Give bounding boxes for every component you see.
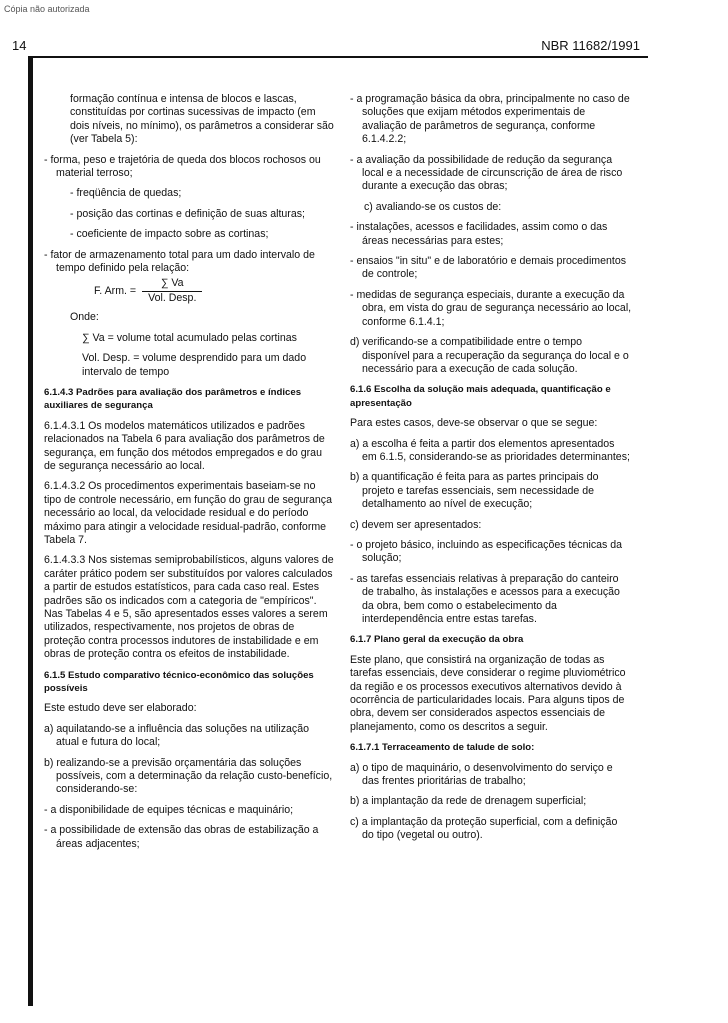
- section-heading: 6.1.7 Plano geral da execução da obra: [350, 634, 524, 646]
- list-item: c) a implantação da proteção superficial, com a definição do tipo (vegetal ou outro).: [350, 815, 618, 842]
- list-item: a) aquilatando-se a influência das soluções na utilização atual e futura do local;: [44, 722, 310, 749]
- left-column: [44, 93, 334, 858]
- list-item: - as tarefas essenciais relativas à preparação do canteiro de trabalho, às instalações e acessos para a execução da obra, bem como o estabelecimento da interdependência entre estas tarefas.: [350, 572, 620, 625]
- formula-fraction: [142, 277, 202, 305]
- list-item: - ensaios "in situ" e de laboratório e demais procedimentos de controle;: [350, 255, 627, 281]
- page-number: 14: [12, 38, 27, 53]
- list-item: a) a escolha é feita a partir dos elementos apresentados em 6.1.5, considerando-se as prioridades determinantes;: [350, 437, 630, 463]
- section-heading: 6.1.7.1 Terraceamento de talude de solo:: [350, 742, 535, 754]
- watermark: Cópia não autorizada: [4, 4, 90, 14]
- where-label: Onde:: [70, 311, 99, 324]
- list-item: a) o tipo de maquinário, o desenvolvimento do serviço e das frentes prioritárias de trabalho;: [350, 761, 613, 788]
- definition: ∑ Va = volume total acumulado pelas cortinas: [82, 331, 297, 344]
- list-item: - freqüência de quedas;: [70, 187, 182, 200]
- list-item: - a avaliação da possibilidade de redução da segurança local e a necessidade de circunscrição de área de risco durante a execução das obras;: [350, 153, 623, 193]
- standard-code: NBR 11682/1991: [541, 38, 640, 53]
- list-item: - coeficiente de impacto sobre as cortinas;: [70, 228, 269, 241]
- list-item: d) verificando-se a compatibilidade entre o tempo disponível para a recuperação da segurança do local e o necessário para a execução de cada solução.: [350, 336, 629, 375]
- list-item: - a possibilidade de extensão das obras de estabilização a áreas adjacentes;: [44, 824, 319, 850]
- paragraph: Para estes casos, deve-se observar o que se segue:: [350, 417, 598, 430]
- section-heading: 6.1.5 Estudo comparativo técnico-econômico das soluções possíveis: [44, 669, 314, 695]
- formula: [44, 277, 334, 305]
- section-heading: 6.1.6 Escolha da solução mais adequada, quantificação e apresentação: [350, 384, 611, 409]
- paragraph: 6.1.4.3.3 Nos sistemas semiprobabilísticos, alguns valores de caráter prático podem ser substituídos por valores calculados a partir de estudos estatísticos, para cada caso real. Estes padrões são os indicados com a categoria de "empíricos". Nas Tabelas 4 e 5, são apresentados esses valores a serem utilizados, respectivamente, nos projetos de obras de proteção contra processos indutores de instabilidade e em obras de proteção contra os efeitos de instabilidade.: [44, 554, 334, 661]
- paragraph: formação contínua e intensa de blocos e lascas, constituídas por cortinas sucessivas de impacto (em dois níveis, no mínimo), os parâmetros a considerar são (ver Tabela 5):: [70, 93, 334, 146]
- paragraph: 6.1.4.3.2 Os procedimentos experimentais baseiam-se no tipo de controle necessário, em função do grau de segurança necessário ao local, da velocidade residual e do período máximo para atingir a velocidade residual-padrão, conforme Tabela 7.: [44, 480, 332, 546]
- formula-numerator: ∑ Va: [160, 277, 184, 290]
- right-column: [350, 93, 632, 850]
- list-item: - forma, peso e trajetória de queda dos blocos rochosos ou material terroso;: [44, 153, 321, 180]
- paragraph: 6.1.4.3.1 Os modelos matemáticos utilizados e padrões relacionados na Tabela 6 para avaliação dos parâmetros de segurança, em função dos métodos empregados e do grau de segurança necessário ao local.: [44, 419, 325, 472]
- paragraph: Este estudo deve ser elaborado:: [44, 702, 197, 715]
- list-item: - o projeto básico, incluindo as especificações técnicas da solução;: [350, 538, 623, 565]
- list-item: b) realizando-se a previsão orçamentária das soluções possíveis, com a determinação da relação custo-benefício, considerando-se:: [44, 756, 333, 796]
- list-item: c) avaliando-se os custos de:: [364, 200, 502, 213]
- list-item: c) devem ser apresentados:: [350, 518, 482, 531]
- paragraph: Este plano, que consistirá na organização de todas as tarefas essenciais, deve considerar o regime pluviométrico da região e os processos executivos alternativos devido à ocorrência de particularidades locais. Para alguns tipos de obra, devem ser considerados aspectos essenciais de planejamento, como os descritos a seguir.: [350, 653, 626, 733]
- list-item: - a disponibilidade de equipes técnicas e maquinário;: [44, 803, 294, 816]
- list-item: - fator de armazenamento total para um dado intervalo de tempo definido pela relação:: [44, 248, 315, 275]
- list-item: - posição das cortinas e definição de suas alturas;: [70, 207, 305, 220]
- list-item: - instalações, acessos e facilidades, assim como o das áreas necessárias para estes;: [350, 221, 608, 247]
- list-item: b) a quantificação é feita para as partes principais do projeto e tarefas essenciais, sem necessidade de detalhamento ao nível de execução;: [350, 471, 599, 511]
- list-item: b) a implantação da rede de drenagem superficial;: [350, 795, 587, 808]
- list-item: - medidas de segurança especiais, durante a execução da obra, em vista do grau de segurança necessário ao local, conforme 6.1.4.1;: [350, 288, 632, 328]
- definition: Vol. Desp. = volume desprendido para um dado intervalo de tempo: [82, 352, 307, 378]
- section-heading: 6.1.4.3 Padrões para avaliação dos parâmetros e índices auxiliares de segurança: [44, 386, 302, 412]
- formula-denominator: Vol. Desp.: [142, 291, 202, 305]
- list-item: - a programação básica da obra, principalmente no caso de soluções que exijam métodos experimentais de avaliação de parâmetros de segurança, conforme 6.1.4.2.2;: [350, 93, 630, 146]
- formula-lhs: F. Arm. =: [94, 284, 137, 297]
